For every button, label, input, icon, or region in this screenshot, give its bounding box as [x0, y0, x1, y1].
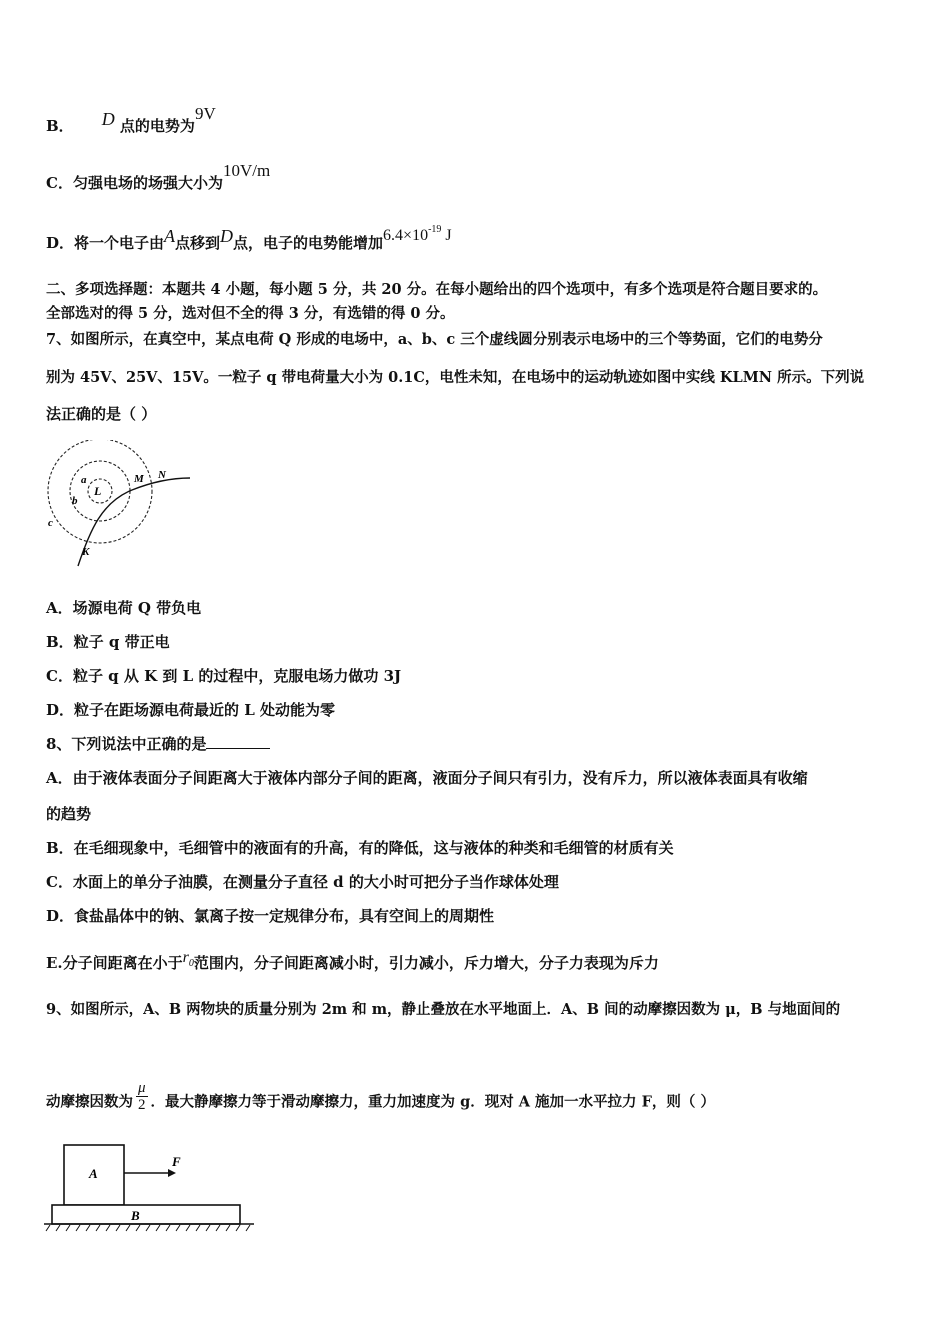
- section2-line2: 全部选对的得 5 分，选对但不全的得 3 分，有选错的得 0 分。: [46, 305, 455, 322]
- q6-d-var2: D: [220, 226, 234, 246]
- label-block-b: B: [131, 1208, 140, 1223]
- q6-b-value: 9V: [194, 104, 216, 123]
- q6-d-value: 6.4×10: [383, 227, 429, 244]
- q6-option-b: [46, 104, 216, 136]
- q8-option-a-line2: 的趋势: [46, 805, 92, 823]
- q8-option-c: C．水面上的单分子油膜，在测量分子直径 d 的大小时可把分子当作球体处理: [46, 873, 559, 891]
- q6-b-var: D: [101, 109, 115, 129]
- q8-e-pre: E.分子间距离在小于: [46, 954, 183, 972]
- frac-den: 2: [138, 1097, 146, 1113]
- q9-line2: [46, 1080, 715, 1119]
- label-force-f: F: [172, 1154, 181, 1169]
- q8-e-var: r: [182, 949, 189, 966]
- q8-stem: [46, 734, 270, 754]
- force-arrow-head: [168, 1169, 176, 1177]
- section2-line1: 二、多项选择题：本题共 4 小题，每小题 5 分，共 20 分。在每小题给出的四个选项中，有多个选项是符合题目要求的。: [46, 281, 828, 298]
- q7-option-a: A．场源电荷 Q 带负电: [46, 599, 202, 617]
- q6-d-mid: 点移到: [175, 234, 221, 252]
- q7-line1: 7、如图所示，在真空中，某点电荷 Q 形成的电场中，a、b、c 三个虚线圆分别表示电场中的三个等势面，它们的电势分: [46, 331, 823, 348]
- label-b: b: [72, 495, 78, 507]
- q8-option-e: [46, 949, 659, 980]
- q6-b-text: 点的电势为: [119, 117, 195, 135]
- q6-d-var1: A: [164, 226, 176, 246]
- q6-option-c: [46, 161, 271, 193]
- q7-line3: 法正确的是（ ）: [46, 405, 157, 423]
- mu-over-two: [136, 1080, 148, 1113]
- q8-e-r0: [182, 949, 194, 970]
- q7-line2: 别为 45V、25V、15V。一粒子 q 带电荷量大小为 0.1C，电性未知，在电场中的运动轨迹如图中实线 KLMN 所示。下列说: [46, 369, 865, 386]
- q6-b-label: B．: [46, 117, 74, 135]
- q8-e-post: 范围内，分子间距离减小时，引力减小，斥力增大，分子力表现为斥力: [193, 954, 659, 972]
- equipotential-figure: [40, 440, 200, 570]
- q8-option-a-line1: A．由于液体表面分子间距离大于液体内部分子间的距离，液面分子间只有引力，没有斥力，所以液体表面具有收缩: [46, 769, 808, 787]
- q9-line1: 9、如图所示，A、B 两物块的质量分别为 2m 和 m，静止叠放在水平地面上．A、B 间的动摩擦因数为 μ，B 与地面间的: [46, 1001, 841, 1018]
- q7-option-d: D．粒子在距场源电荷最近的 L 处动能为零: [46, 701, 336, 719]
- label-n: N: [158, 469, 166, 481]
- label-block-a: A: [89, 1166, 98, 1181]
- q6-d-exp: -19: [428, 224, 442, 235]
- q9-line2-post: ．最大静摩擦力等于滑动摩擦力，重力加速度为 g．现对 A 施加一水平拉力 F，则（ ）: [150, 1093, 715, 1111]
- q6-d-unit: J: [445, 227, 452, 244]
- label-m: M: [134, 473, 144, 485]
- label-l: L: [94, 484, 102, 498]
- q8-stem-text: 8、下列说法中正确的是: [46, 735, 207, 753]
- q9-line2-pre: 动摩擦因数为: [46, 1093, 133, 1111]
- q8-option-b: B．在毛细现象中，毛细管中的液面有的升高，有的降低，这与液体的种类和毛细管的材质有关: [46, 839, 674, 857]
- q6-c-value: 10V/m: [222, 161, 271, 180]
- label-c: c: [48, 517, 53, 529]
- q6-d-text: 点，电子的电势能增加: [233, 234, 384, 252]
- q8-e-sub: 0: [188, 958, 194, 970]
- label-a: a: [81, 474, 87, 486]
- q6-d-label: D．将一个电子由: [46, 234, 165, 252]
- label-k: K: [82, 546, 90, 558]
- q8-option-d: D．食盐晶体中的钠、氯离子按一定规律分布，具有空间上的周期性: [46, 907, 495, 925]
- q6-c-label: C．匀强电场的场强大小为: [46, 174, 223, 192]
- blocks-figure: [44, 1140, 264, 1235]
- q7-option-c: C．粒子 q 从 K 到 L 的过程中，克服电场力做功 3J: [46, 667, 402, 685]
- q6-option-d: [46, 224, 452, 256]
- ground-hatching: [46, 1225, 250, 1231]
- q7-option-b: B．粒子 q 带正电: [46, 633, 170, 651]
- block-b: [52, 1205, 240, 1224]
- frac-num: μ: [138, 1080, 146, 1096]
- q6-d-value-wrap: [383, 224, 452, 244]
- answer-blank: [206, 734, 270, 749]
